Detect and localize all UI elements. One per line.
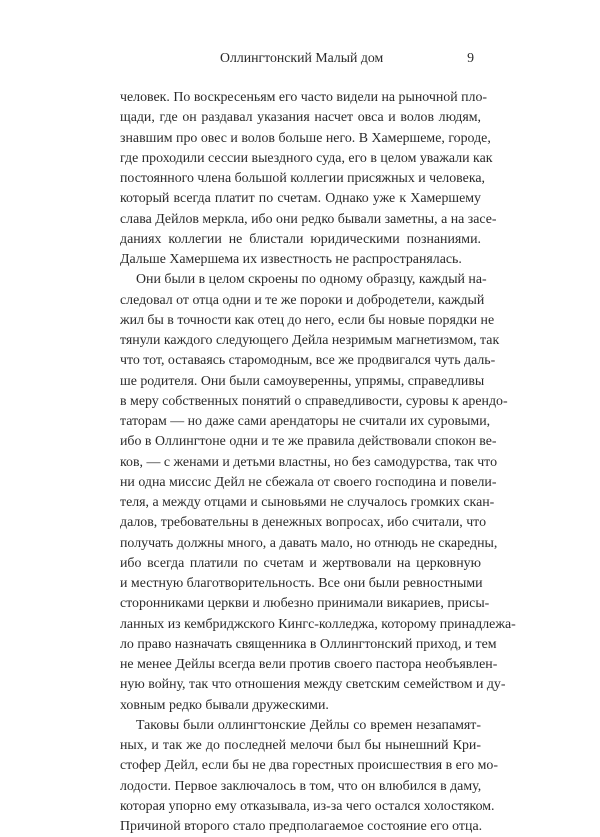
text-line: Они были в целом скроены по одному образцу, каждый на-	[136, 272, 487, 288]
text-line: ше родителя. Они были самоуверенны, упрямы, справедливы	[120, 373, 485, 389]
body-text	[120, 88, 516, 837]
text-line: стофер Дейл, если бы не два горестных происшествия в его мо-	[120, 758, 498, 774]
text-line: знавшим про овес и волов больше него. В Хамершеме, городе,	[120, 130, 491, 146]
text-line: ных, и так же до последней мелочи был бы нынешний Кри-	[120, 738, 481, 753]
text-line: что тот, оставаясь старомодным, все же продвигался чуть даль-	[120, 353, 496, 369]
paragraph	[120, 270, 516, 716]
running-title: Оллингтонский Малый дом	[220, 50, 384, 65]
text-line: постоянного члена большой коллегии присяжных и человека,	[120, 171, 486, 186]
text-line: Таковы были оллингтонские Дейлы со времен незапамят-	[136, 717, 481, 733]
text-line: Причиной второго стало предполагаемое состояние его отца.	[120, 819, 483, 834]
text-line: ную войну, так что отношения между светским семейством и ду-	[120, 677, 506, 693]
text-line: ланных из кембриджского Кингс-колледжа, которому принадлежа-	[120, 616, 516, 632]
text-line: даниях коллегии не блистали юридическими познаниями.	[120, 231, 481, 247]
text-line: ни одна миссис Дейл не сбежала от своего господина и повели-	[120, 474, 497, 490]
text-line: получать должны много, а давать мало, но отнюдь не скаредны,	[120, 535, 498, 551]
text-line: далов, требовательны в денежных вопросах, ибо считали, что	[120, 515, 487, 531]
text-line: жил бы в точности как отец до него, если бы новые порядки не	[120, 312, 495, 328]
text-line: следовал от отца одни и те же пороки и добродетели, каждый	[120, 292, 485, 308]
text-line: сторонниками церкви и любезно принимали викариев, присы-	[120, 596, 490, 612]
text-line: щади, где он раздавал указания насчет овса и волов людям,	[120, 110, 481, 126]
page-number: 9	[467, 50, 474, 65]
text-line: и местную благотворительность. Все они были ревностными	[120, 576, 483, 591]
text-line: в меру собственных понятий о справедливости, суровы к арендо-	[120, 393, 508, 409]
text-line: ибо всегда платили по счетам и жертвовали на церковную	[120, 555, 481, 571]
text-line: ибо в Оллингтоне одни и те же правила действовали спокон ве-	[120, 434, 497, 450]
text-line: где проходили сессии выездного суда, его в целом уважали как	[120, 150, 493, 166]
text-line: ков, — с женами и детьми властны, но без самодурства, так что	[120, 454, 498, 470]
text-line: слава Дейлов меркла, ибо они редко бывали заметны, а на засе-	[120, 211, 497, 227]
text-line: тянули каждого следующего Дейла незримым магнетизмом, так	[120, 333, 500, 348]
text-line: ло право назначать священника в Оллингтонский приход, и тем	[120, 636, 497, 652]
text-line: Дальше Хамершема их известность не распространялась.	[120, 252, 462, 267]
page-header	[120, 50, 480, 74]
text-line: человек. По воскресеньям его часто видели на рыночной пло-	[120, 90, 488, 105]
paragraph	[120, 88, 497, 270]
text-line: который всегда платит по счетам. Однако уже к Хамершему	[120, 191, 481, 207]
text-line: не менее Дейлы всегда вели против своего пастора необъявлен-	[120, 657, 498, 672]
paragraph	[120, 716, 498, 837]
text-line: таторам — но даже сами арендаторы не считали их суровыми,	[120, 414, 491, 429]
text-line: теля, а между отцами и сыновьями не случалось громких скан-	[120, 495, 495, 510]
text-line: которая упорно ему отказывала, из-за чего остался холостяком.	[120, 798, 495, 814]
text-line: лодости. Первое заключалось в том, что он влюбился в даму,	[120, 778, 482, 794]
text-line: ховным редко бывали дружескими.	[120, 697, 329, 713]
